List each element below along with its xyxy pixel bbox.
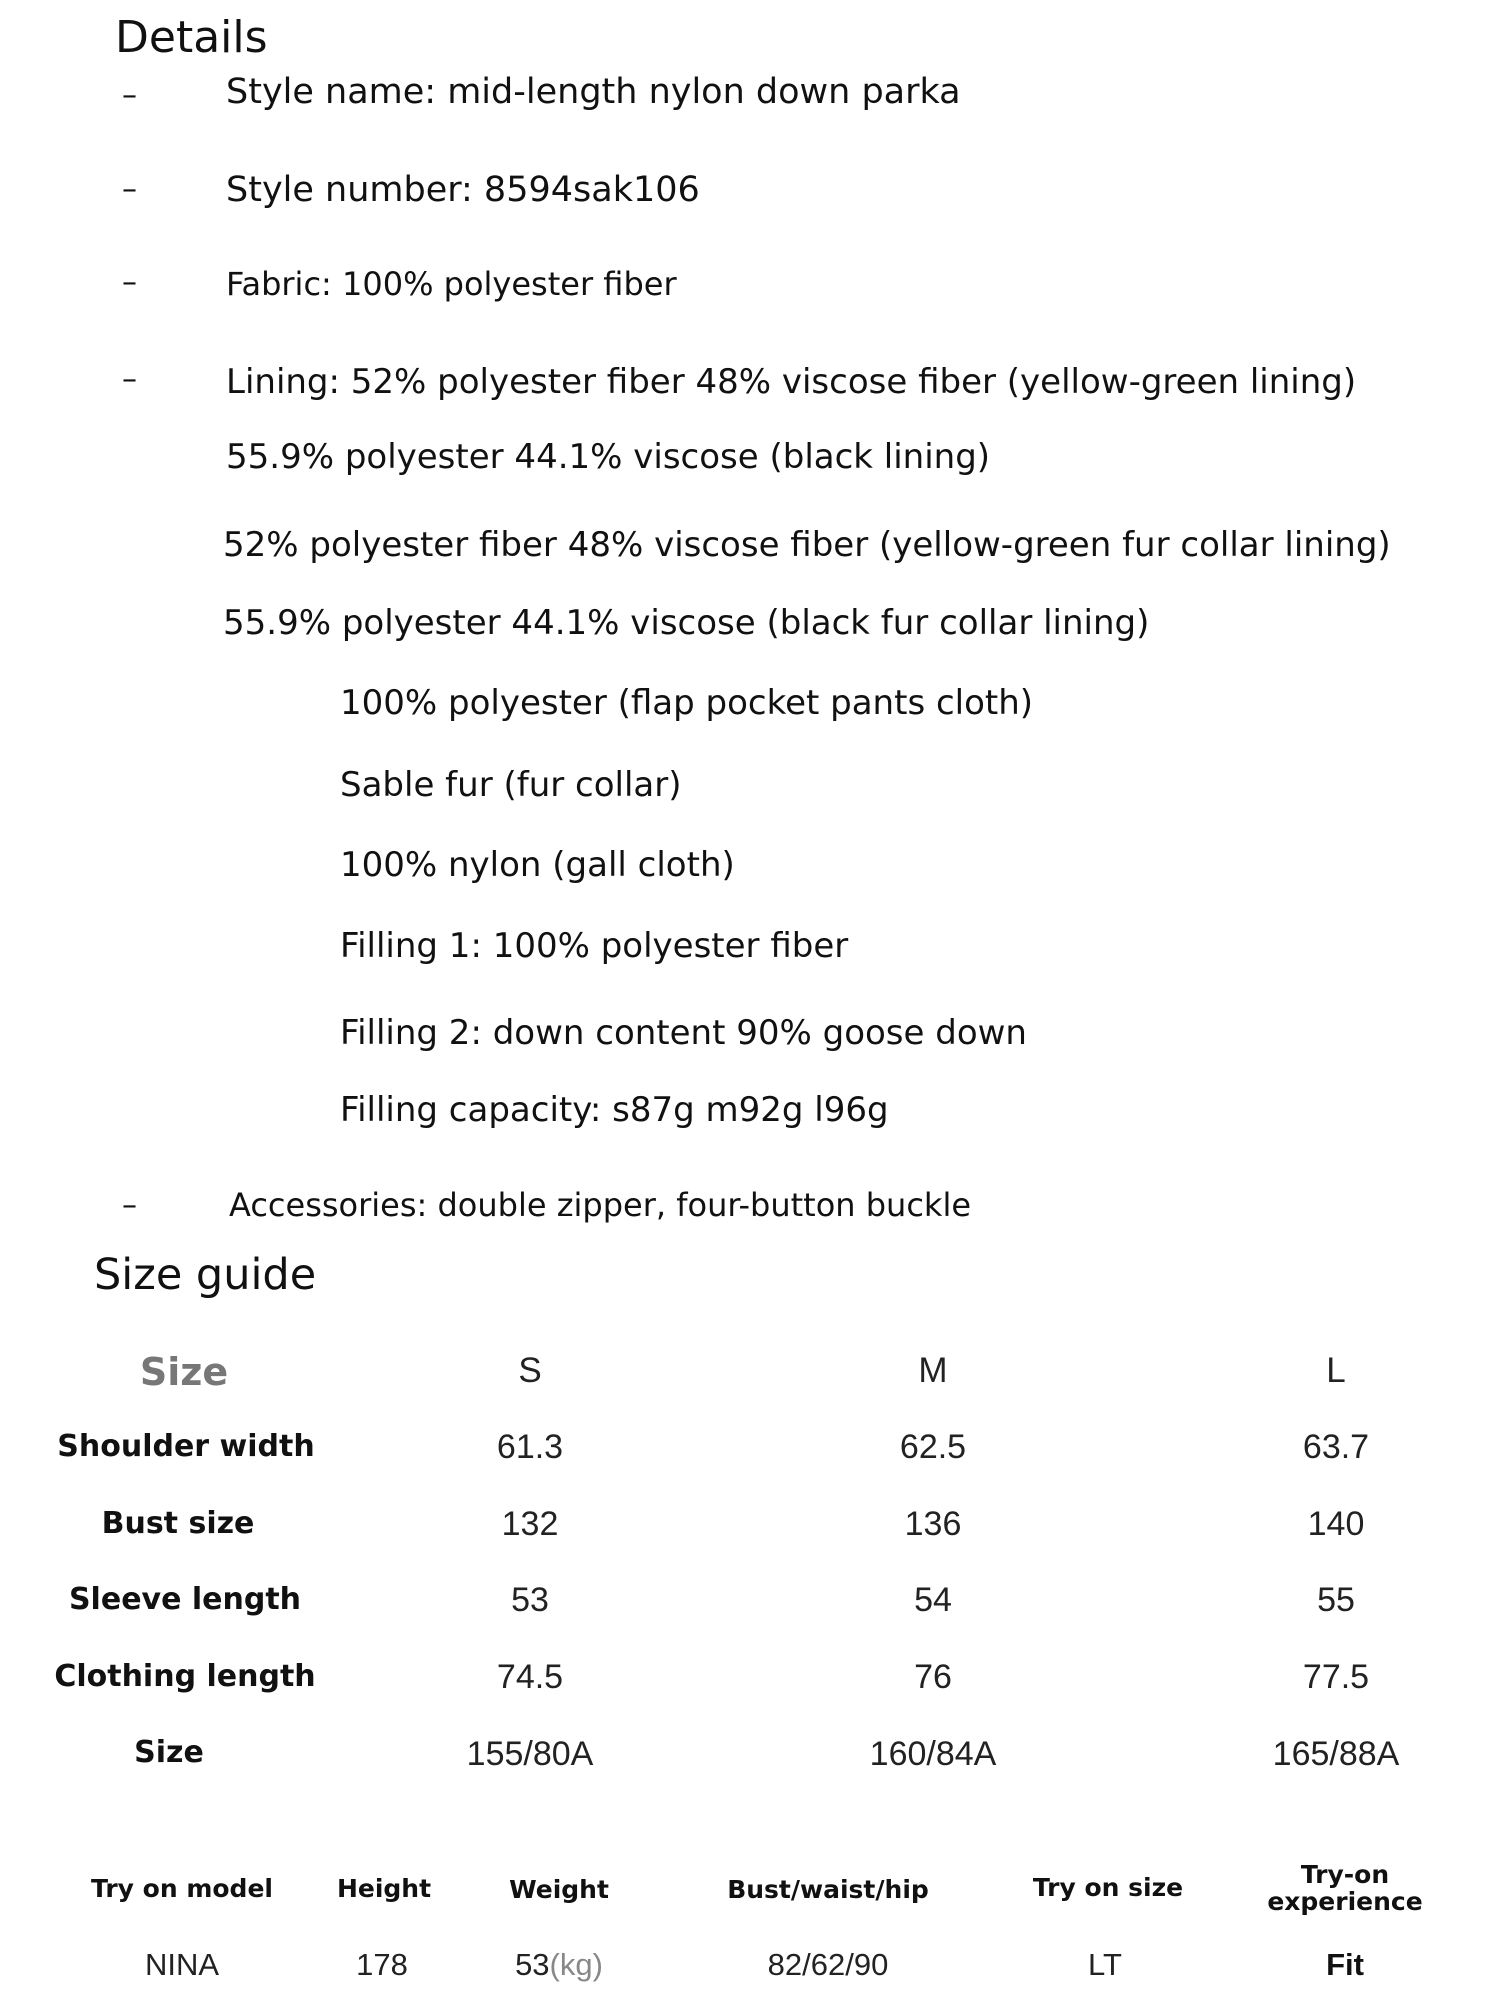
model-bust-waist-hip: 82/62/90: [767, 1947, 889, 1982]
row-label-sleeve-length: Sleeve length: [68, 1582, 302, 1617]
row-label-size: Size: [134, 1735, 204, 1770]
table-cell: 76: [914, 1658, 952, 1696]
model-height: 178: [356, 1947, 408, 1982]
table-cell: 155/80A: [466, 1735, 594, 1773]
row-label-bust-size: Bust size: [101, 1506, 255, 1541]
dash-marker: –: [122, 172, 137, 207]
material-gall-cloth: 100% nylon (gall cloth): [340, 845, 735, 885]
table-cell: 54: [914, 1581, 952, 1619]
table-cell: 77.5: [1302, 1658, 1370, 1696]
dash-marker: –: [122, 265, 137, 300]
filling-2: Filling 2: down content 90% goose down: [340, 1013, 1027, 1053]
style-name: Style name: mid-length nylon down parka: [226, 72, 961, 112]
model-header-weight: Weight: [509, 1875, 609, 1904]
table-cell: 55: [1317, 1581, 1355, 1619]
table-cell: 62.5: [899, 1428, 967, 1466]
size-header-label: Size: [139, 1350, 229, 1394]
size-column-l: L: [1326, 1351, 1346, 1390]
style-number: Style number: 8594sak106: [226, 170, 700, 210]
table-cell: 140: [1307, 1505, 1365, 1543]
row-label-clothing-length: Clothing length: [54, 1659, 316, 1694]
table-cell: 63.7: [1302, 1428, 1370, 1466]
model-weight: [439, 1947, 679, 1983]
table-cell: 61.3: [496, 1428, 564, 1466]
material-flap-pocket: 100% polyester (flap pocket pants cloth): [340, 683, 1034, 723]
table-cell: 74.5: [496, 1658, 564, 1696]
table-cell: 160/84A: [869, 1735, 997, 1773]
table-cell: 136: [904, 1505, 962, 1543]
filling-1: Filling 1: 100% polyester fiber: [340, 926, 849, 966]
material-fur-collar: Sable fur (fur collar): [340, 765, 682, 805]
dash-marker: –: [122, 78, 137, 113]
table-cell: 165/88A: [1272, 1735, 1400, 1773]
fabric: Fabric: 100% polyester fiber: [226, 265, 677, 303]
details-title: Details: [115, 12, 268, 63]
dash-marker: –: [122, 362, 137, 397]
table-cell: 132: [501, 1505, 559, 1543]
size-column-s: S: [518, 1351, 542, 1390]
model-header-experience: Try-on experience: [1267, 1860, 1423, 1916]
table-cell: 53: [511, 1581, 549, 1619]
model-header-height: Height: [336, 1874, 432, 1903]
lining-black: 55.9% polyester 44.1% viscose (black lining): [226, 437, 991, 477]
model-header-name: Try on model: [91, 1874, 273, 1903]
accessories: Accessories: double zipper, four-button buckle: [229, 1186, 972, 1224]
model-weight-unit: (kg): [549, 1947, 603, 1982]
filling-capacity: Filling capacity: s87g m92g l96g: [340, 1090, 889, 1130]
dash-marker: –: [122, 1188, 137, 1223]
row-label-shoulder-width: Shoulder width: [57, 1429, 315, 1464]
model-header-bwh: Bust/waist/hip: [727, 1875, 929, 1904]
size-column-m: M: [918, 1351, 948, 1390]
lining-fur-collar-black: 55.9% polyester 44.1% viscose (black fur collar lining): [223, 603, 1150, 643]
size-guide-title: Size guide: [94, 1250, 317, 1300]
model-header-size: Try on size: [1032, 1873, 1184, 1902]
model-weight-value: 53: [515, 1947, 550, 1982]
lining-fur-collar-yellow: 52% polyester fiber 48% viscose fiber (yellow-green fur collar lining): [223, 525, 1391, 565]
model-name: NINA: [144, 1947, 220, 1982]
model-try-on-size: LT: [1088, 1947, 1122, 1982]
model-try-on-experience: Fit: [1326, 1947, 1364, 1982]
lining: Lining: 52% polyester fiber 48% viscose fiber (yellow-green lining): [226, 362, 1357, 402]
